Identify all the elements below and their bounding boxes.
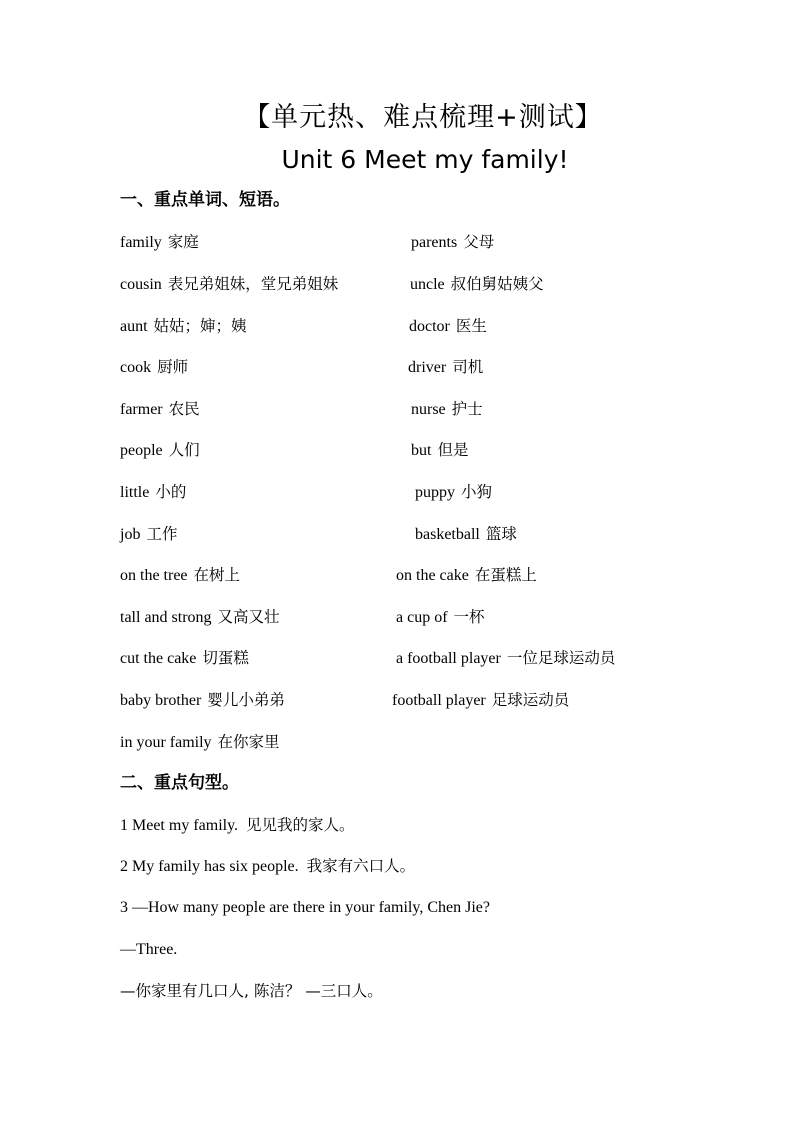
sentence-cn: 我家有六口人。 — [306, 857, 416, 875]
vocab-item-left — [120, 439, 200, 462]
vocab-cn: 但是 — [437, 441, 469, 459]
sentence-line — [120, 855, 415, 878]
vocab-item-right — [415, 523, 517, 546]
vocab-en: in your family — [120, 734, 212, 751]
vocab-item-right — [409, 315, 487, 338]
vocab-cn: 在蛋糕上 — [474, 566, 537, 584]
vocab-cn: 婴儿小弟弟 — [207, 691, 285, 709]
vocab-item-left — [120, 647, 249, 670]
vocab-en: a football player — [396, 650, 501, 667]
vocab-en: doctor — [409, 318, 450, 335]
vocab-cn: 家庭 — [167, 233, 199, 251]
vocab-item-left — [120, 606, 280, 629]
sentence-cn: 见见我的家人。 — [246, 816, 355, 834]
vocab-cn: 医生 — [455, 317, 487, 335]
vocab-item-right — [411, 231, 494, 254]
page-subtitle: Unit 6 Meet my family! — [281, 145, 569, 174]
sentence-cn: —你家里有几口人, 陈洁？ —三口人。 — [120, 982, 383, 1000]
vocab-cn: 小的 — [155, 483, 187, 501]
vocab-item-right — [408, 356, 483, 379]
vocab-en: but — [411, 442, 432, 459]
vocab-en: tall and strong — [120, 609, 212, 626]
vocab-en: driver — [408, 359, 447, 376]
vocab-item-right — [396, 564, 537, 587]
vocab-cn: 表兄弟姐妹，堂兄弟姐妹 — [167, 275, 339, 293]
vocab-item-left — [120, 231, 199, 254]
vocab-en: people — [120, 442, 163, 459]
vocab-en: puppy — [415, 484, 455, 501]
vocab-item-right — [411, 439, 468, 462]
vocab-cn: 农民 — [168, 400, 200, 418]
vocab-cn: 司机 — [452, 358, 484, 376]
vocab-cn: 父母 — [463, 233, 495, 251]
vocab-en: football player — [392, 692, 486, 709]
vocab-cn: 在你家里 — [217, 733, 280, 751]
sentence-en: 1 Meet my family. — [120, 817, 239, 834]
vocab-cn: 在树上 — [193, 566, 241, 584]
vocab-item-left — [120, 731, 280, 754]
page-title: 【单元热、难点梳理+测试】 — [243, 102, 603, 133]
vocab-en: family — [120, 234, 162, 251]
vocab-en: on the tree — [120, 567, 188, 584]
vocab-item-right — [396, 606, 485, 629]
vocab-en: cut the cake — [120, 650, 197, 667]
vocab-item-right — [410, 273, 544, 296]
vocab-en: job — [120, 526, 141, 543]
section-heading-vocabulary: 一、重点单词、短语。 — [120, 190, 290, 210]
vocab-item-right — [411, 398, 483, 421]
vocab-cn: 又高又壮 — [217, 608, 280, 626]
vocab-item-left — [120, 398, 200, 421]
vocab-en: farmer — [120, 401, 163, 418]
vocab-item-left — [120, 689, 285, 712]
sentence-line — [120, 897, 490, 919]
vocab-en: uncle — [410, 276, 445, 293]
vocab-en: a cup of — [396, 609, 448, 626]
vocab-item-left — [120, 523, 177, 546]
vocab-en: cook — [120, 359, 152, 376]
vocab-cn: 姑姑；婶；姨 — [153, 317, 247, 335]
vocab-en: basketball — [415, 526, 480, 543]
vocab-item-left — [120, 481, 186, 504]
vocab-en: little — [120, 484, 150, 501]
vocab-item-right — [392, 689, 569, 712]
vocab-cn: 小狗 — [461, 483, 493, 501]
sentence-line — [120, 939, 177, 961]
section-heading-sentences: 二、重点句型。 — [120, 773, 239, 793]
vocab-en: nurse — [411, 401, 446, 418]
vocab-item-right — [415, 481, 492, 504]
vocab-cn: 切蛋糕 — [202, 649, 249, 667]
vocab-cn: 人们 — [168, 441, 200, 459]
vocab-en: baby brother — [120, 692, 202, 709]
sentence-line — [120, 814, 355, 837]
vocab-cn: 足球运动员 — [491, 691, 570, 709]
sentence-en: 2 My family has six people. — [120, 858, 299, 875]
sentence-line — [120, 980, 383, 1003]
vocab-cn: 一位足球运动员 — [506, 649, 616, 667]
vocab-cn: 叔伯舅姑姨父 — [450, 275, 544, 293]
vocab-cn: 厨师 — [157, 358, 189, 376]
vocab-cn: 工作 — [146, 525, 178, 543]
vocab-item-right — [396, 647, 615, 670]
vocab-item-left — [120, 315, 247, 338]
vocab-en: parents — [411, 234, 458, 251]
vocab-en: aunt — [120, 318, 148, 335]
vocab-item-left — [120, 273, 338, 296]
vocab-item-left — [120, 564, 240, 587]
vocab-en: cousin — [120, 276, 162, 293]
vocab-item-left — [120, 356, 188, 379]
vocab-cn: 护士 — [451, 400, 483, 418]
sentence-en: —Three. — [120, 941, 178, 958]
sentence-en: 3 —How many people are there in your family, Chen Jie? — [120, 899, 490, 916]
vocab-en: on the cake — [396, 567, 469, 584]
vocab-cn: 一杯 — [453, 608, 485, 626]
vocab-cn: 篮球 — [485, 525, 517, 543]
